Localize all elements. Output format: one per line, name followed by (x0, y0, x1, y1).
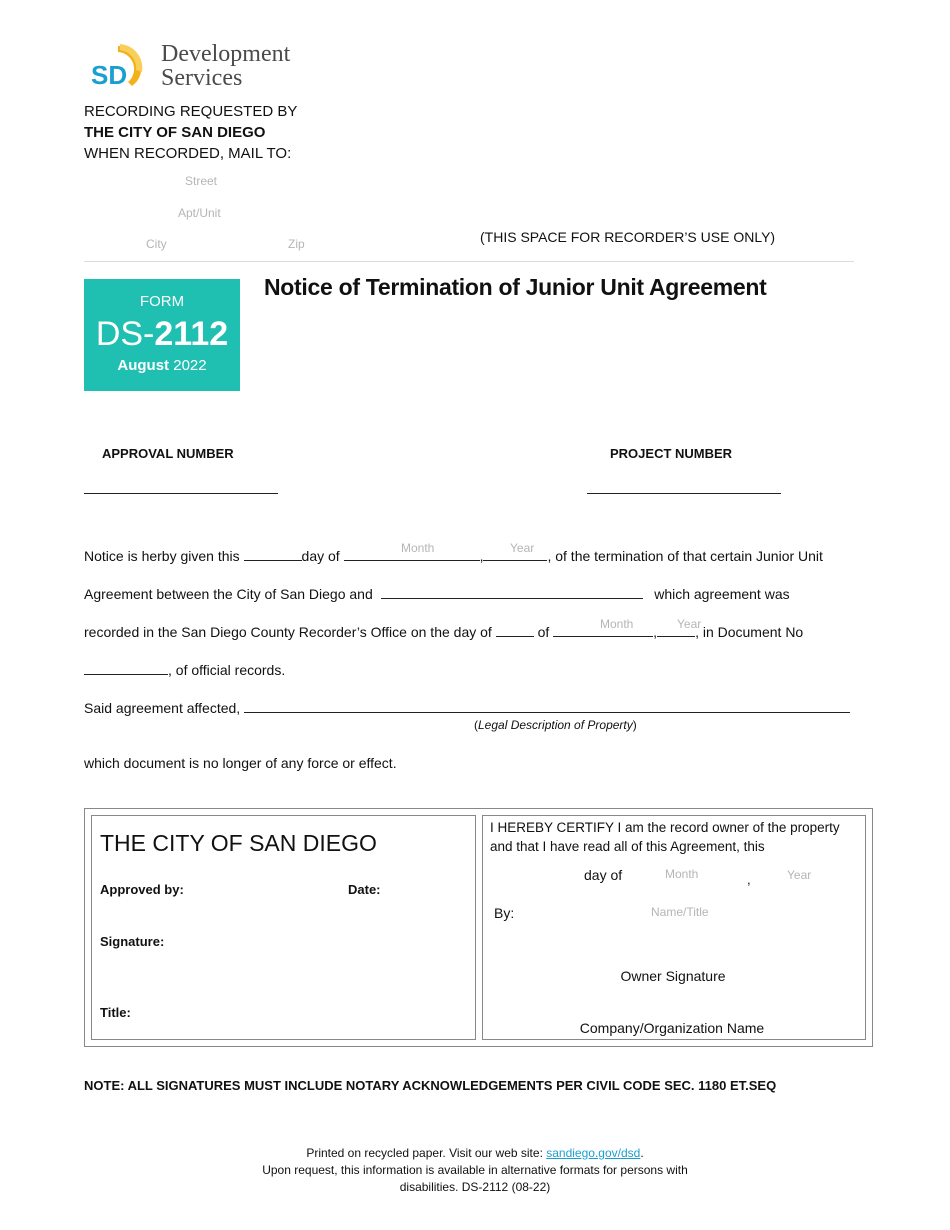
signature-label: Signature: (100, 934, 165, 949)
recording-city: THE CITY OF SAN DIEGO (84, 124, 266, 141)
document-number-field[interactable] (84, 661, 168, 675)
form-number: DS-2112 (95, 315, 229, 353)
year-field-1[interactable] (483, 547, 547, 561)
logo-line-2: Services (161, 65, 243, 91)
notice-line-4: , of official records. (84, 661, 285, 679)
page-title: Notice of Termination of Junior Unit Agreement (264, 274, 767, 300)
company-name-label: Company/Organization Name (579, 1020, 765, 1036)
logo-wordmark (161, 42, 290, 90)
form-date: August 2022 (117, 357, 207, 374)
notice-line-1: Notice is herby given this day of , , of the termination of that certain Junior Unit (84, 548, 823, 564)
street-field[interactable]: Street (185, 174, 218, 188)
month-placeholder-2: Month (600, 617, 634, 631)
day-of-label: day of (584, 867, 623, 883)
legal-description-field[interactable] (244, 699, 850, 713)
by-label: By: (494, 905, 515, 921)
logo-line-1: Development (161, 41, 291, 67)
city-box-heading: THE CITY OF SAN DIEGO (100, 830, 377, 856)
year-field-2[interactable] (657, 623, 695, 637)
footer-line-2: Upon request, this information is available in alternative formats for persons with (262, 1163, 688, 1177)
approval-number-label: APPROVAL NUMBER (102, 446, 234, 461)
party-name-field[interactable] (381, 585, 643, 599)
project-number-field[interactable] (587, 493, 781, 494)
day-field-1[interactable] (244, 547, 302, 561)
form-label: FORM (139, 293, 185, 310)
notice-line-5: Said agreement affected, (84, 699, 850, 717)
title-label: Title: (100, 1005, 131, 1020)
owner-signature-label: Owner Signature (620, 968, 726, 984)
owner-year-field[interactable]: Year (787, 868, 812, 882)
month-placeholder-1: Month (401, 541, 435, 555)
notice-line-6: which document is no longer of any force or effect. (84, 755, 397, 771)
approval-number-field[interactable] (84, 493, 278, 494)
day-field-2[interactable] (496, 623, 534, 637)
zip-field[interactable]: Zip (288, 237, 305, 251)
when-recorded-label: WHEN RECORDED, MAIL TO: (84, 145, 292, 162)
notice-line-3: recorded in the San Diego County Recorder’s Office on the day of of , , in Document No (84, 624, 804, 640)
certify-text: I HEREBY CERTIFY I am the record owner of the property and that I have read all of this Agreement, this (490, 820, 840, 854)
recorder-use-note: (THIS SPACE FOR RECORDER’S USE ONLY) (480, 229, 776, 245)
form-badge (84, 279, 240, 391)
footer-line-1: Printed on recycled paper. Visit our web site: sandiego.gov/dsd. (306, 1146, 644, 1160)
city-field[interactable]: City (146, 237, 167, 251)
month-field-2[interactable] (553, 623, 653, 637)
owner-certification-box (482, 815, 866, 1040)
website-link[interactable]: sandiego.gov/dsd (546, 1146, 641, 1160)
project-number-label: PROJECT NUMBER (610, 446, 733, 461)
month-field-1[interactable] (344, 547, 480, 561)
recording-requested-by: RECORDING REQUESTED BY (84, 103, 298, 120)
year-placeholder-1: Year (510, 541, 535, 555)
city-approval-box (91, 815, 476, 1040)
notice-line-2: Agreement between the City of San Diego and which agreement was (84, 586, 790, 602)
name-title-field[interactable]: Name/Title (651, 905, 709, 919)
date-label: Date: (348, 882, 381, 897)
owner-date-comma: , (747, 872, 751, 887)
footer-line-3: disabilities. DS-2112 (08-22) (399, 1180, 551, 1194)
header-divider (84, 261, 854, 262)
sd-logo-icon (90, 42, 146, 92)
owner-month-field[interactable]: Month (665, 867, 699, 881)
logo-mark-text: SD (91, 60, 128, 90)
apt-unit-field[interactable]: Apt/Unit (178, 206, 221, 220)
year-placeholder-2: Year (677, 617, 702, 631)
approved-by-label: Approved by: (100, 882, 184, 897)
notary-note: NOTE: ALL SIGNATURES MUST INCLUDE NOTARY ACKNOWLEDGEMENTS PER CIVIL CODE SEC. 1180 ET.SEQ (84, 1078, 777, 1093)
legal-description-caption: (Legal Description of Property) (474, 718, 637, 732)
